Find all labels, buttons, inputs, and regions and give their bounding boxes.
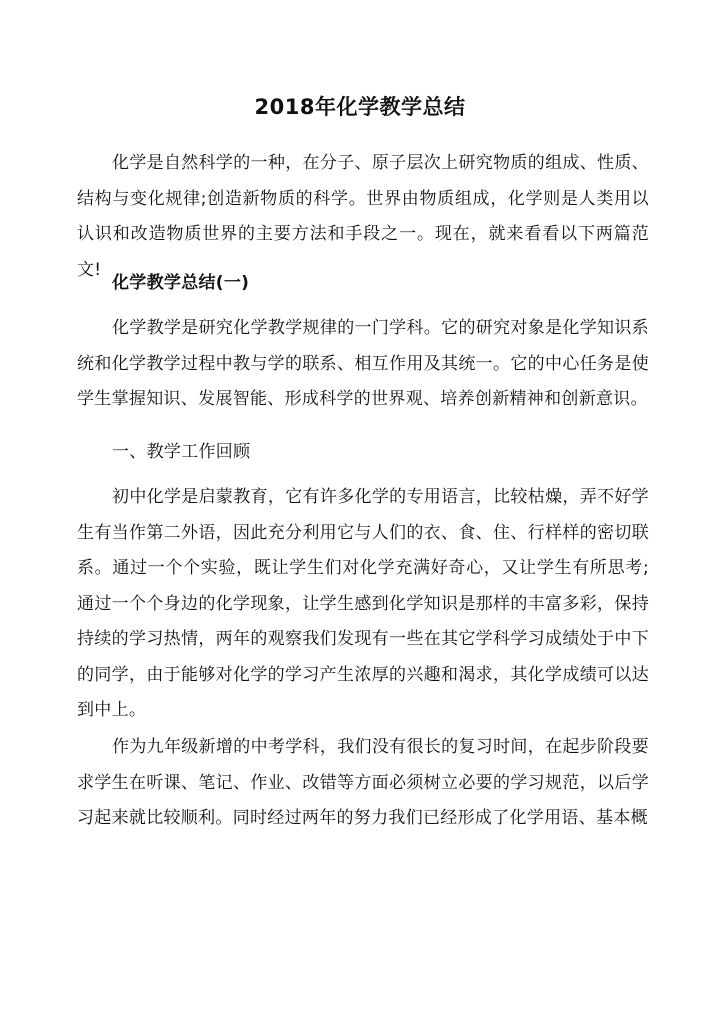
section-1-paragraph: 化学教学是研究化学教学规律的一门学科。它的研究对象是化学知识系统和化学教学过程中教与学的联系、相互作用及其统一。它的中心任务是使学生掌握知识、发展智能、形成科学的世界观、培养创新精神和创新意识。 — [77, 318, 649, 409]
review-paragraph-2: 作为九年级新增的中考学科，我们没有很长的复习时间，在起步阶段要求学生在听课、笔记、作业、改错等方面必须树立必要的学习规范，以后学习起来就比较顺利。同时经过两年的努力我们已经形成了化学用语、基本概 — [77, 737, 649, 828]
document-title: 2018年化学教学总结 — [254, 95, 466, 119]
subheading-review: 一、教学工作回顾 — [112, 442, 251, 462]
review-paragraph-1: 初中化学是启蒙教育，它有许多化学的专用语言，比较枯燥，弄不好学生有当作第二外语，因此充分利用它与人们的衣、食、住、行样样的密切联系。通过一个个实验，既让学生们对化学充满好奇心，又让学生有所思考;通过一个个身边的化学现象，让学生感到化学知识是那样的丰富多彩，保持持续的学习热情，两年的观察我们发现有一些在其它学科学习成绩处于中下的同学，由于能够对化学的学习产生浓厚的兴趣和渴求，其化学成绩可以达到中上。 — [77, 487, 649, 720]
section-heading-1: 化学教学总结(一) — [112, 273, 250, 293]
intro-paragraph: 化学是自然科学的一种，在分子、原子层次上研究物质的组成、性质、结构与变化规律;创造新物质的科学。世界由物质组成，化学则是人类用以认识和改造物质世界的主要方法和手段之一。现在，就来看看以下两篇范文! — [77, 153, 649, 280]
